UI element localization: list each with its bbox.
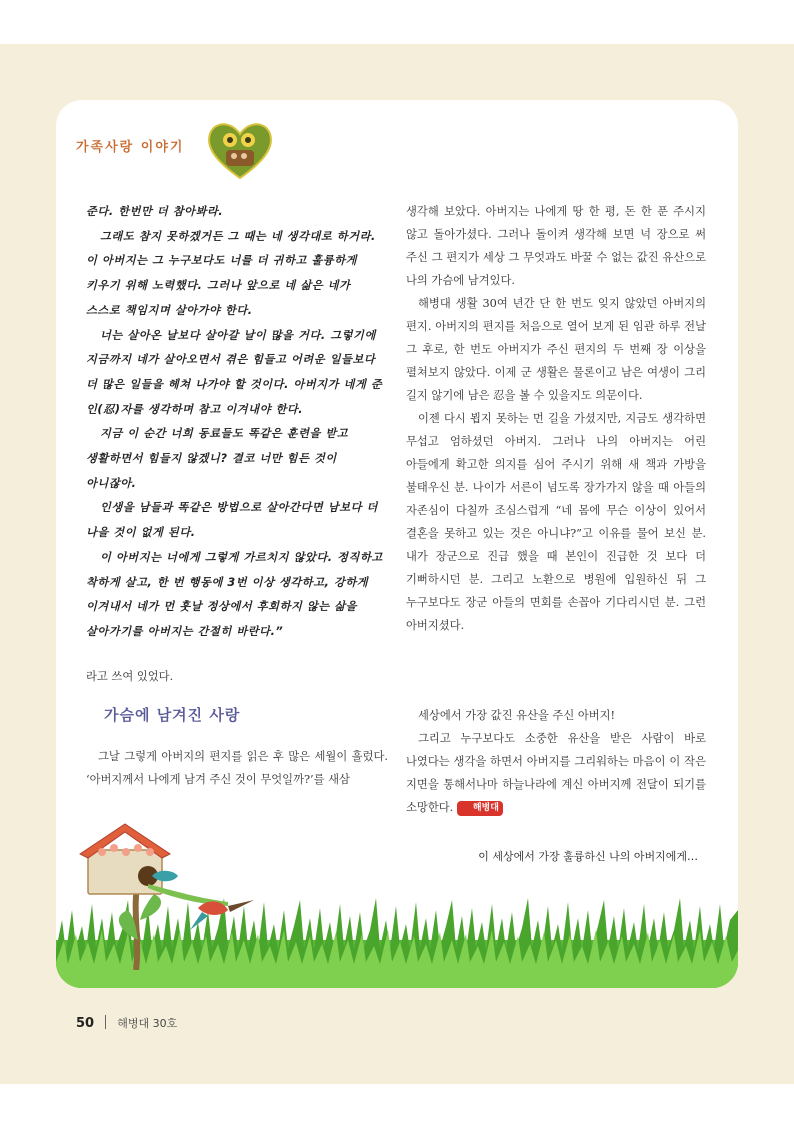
subheading: 가슴에 남겨진 사랑 <box>104 706 241 724</box>
section-label: 가족사랑 이야기 <box>76 140 185 155</box>
page-footer <box>76 1012 177 1031</box>
body-paragraph: 세상에서 가장 값진 유산을 주신 아버지! <box>418 709 616 722</box>
letter-paragraph: 인생을 남들과 똑같은 방법으로 살아간다면 남보다 더 나을 것이 없게 된다. <box>86 501 378 540</box>
letter-closing: 라고 쓰여 있었다. <box>86 669 174 683</box>
left-column-lower <box>86 745 388 791</box>
magazine-title: 해병대 30호 <box>117 1017 178 1030</box>
body-text: 그리고 누구보다도 소중한 유산을 받은 사람이 바로 나였다는 생각을 하면서 아버지를 그리워하는 마음이 이 작은 지면을 통해서나마 하늘나라에 계신 아버지께 전달이 되기를 소망한다. <box>406 732 706 814</box>
right-column <box>406 200 706 637</box>
footer-divider <box>105 1015 106 1029</box>
right-column-lower <box>406 704 706 819</box>
body-paragraph: 생각해 보았다. 아버지는 나에게 땅 한 평, 돈 한 푼 주시지 않고 돌아가셨다. 그러나 돌이켜 생각해 보면 넉 장으로 써 주신 그 편지가 세상 그 무엇과도 바꿀 수 없는 값진 유산으로 나의 가슴에 남겨있다. <box>406 205 706 287</box>
body-paragraph <box>406 727 706 819</box>
family-heart-icon <box>204 118 276 180</box>
letter-paragraph: 너는 살아온 날보다 살아갈 날이 많을 거다. 그렇기에 지금까지 네가 살아오면서 겪은 힘들고 어려운 일들보다 더 많은 일들을 헤쳐 나가야 할 것이다. 아버지가 네게 준 인(忍)자를 생각하며 참고 이겨내야 한다. <box>86 328 383 416</box>
body-paragraph: 해병대 생활 30여 년간 단 한 번도 잊지 않았던 아버지의 편지. 아버지의 편지를 처음으로 열어 보게 된 임관 하루 전날 그 후로, 한 번도 아버지가 주신 편지의 두 번째 장 이상을 펼쳐보지 않았다. 이제 군 생활은 물론이고 남은 여생이 그리 길지 않기에 남은 忍을 볼 수 있을지도 의문이다. <box>406 297 706 402</box>
letter-paragraph: 그래도 참지 못하겠거든 그 때는 네 생각대로 하거라. 이 아버지는 그 누구보다도 너를 더 귀하고 훌륭하게 키우기 위해 노력했다. 그러나 앞으로 네 삶은 네가 스스로 책임지며 살아가야 한다. <box>86 229 376 317</box>
birdhouse-illustration <box>78 820 258 970</box>
body-paragraph: 그날 그렇게 아버지의 편지를 읽은 후 많은 세월이 흘렀다. ‘아버지께서 나에게 남겨 주신 것이 무엇일까?’를 새삼 <box>86 750 388 786</box>
letter-paragraph: 이 아버지는 너에게 그렇게 가르치지 않았다. 정직하고 착하게 살고, 한 번 행동에 3번 이상 생각하고, 강하게 이겨내서 네가 먼 훗날 정상에서 후회하지 않는 삶을 살아가기를 아버지는 간절히 바란다.” <box>86 550 383 638</box>
letter-paragraph: 지금 이 순간 너희 동료들도 똑같은 훈련을 받고 생활하면서 힘들지 않겠니? 결코 너만 힘든 것이 아니잖아. <box>86 427 349 490</box>
article-card <box>56 100 738 988</box>
body-paragraph: 이젠 다시 뵙지 못하는 먼 길을 가셨지만, 지금도 생각하면 무섭고 엄하셨던 아버지. 그러나 나의 아버지는 어린 아들에게 확고한 의지를 심어 주시기 위해 새 책과 가방을 불태우신 분. 나이가 서른이 넘도록 장가가지 않을 때 아들의 자존심이 다칠까 조심스럽게 “네 몸에 무슨 이상이 있어서 결혼을 못하고 있는 것은 아니냐?”고 이유를 물어 보신 분. 내가 장군으로 진급 했을 때 본인이 진급한 것 보다 더 기뻐하시던 분. 그리고 노환으로 병원에 입원하신 뒤 그 누구보다도 장군 아들의 면회를 손꼽아 기다리시던 분. 그런 아버지셨다. <box>406 412 706 632</box>
left-column <box>86 200 388 688</box>
end-badge: 해병대 <box>457 801 503 816</box>
letter-paragraph: 준다. 한번만 더 참아봐라. <box>86 205 224 218</box>
dedication-line: 이 세상에서 가장 훌륭하신 나의 아버지에게… <box>478 850 698 863</box>
page-number: 50 <box>76 1016 95 1031</box>
